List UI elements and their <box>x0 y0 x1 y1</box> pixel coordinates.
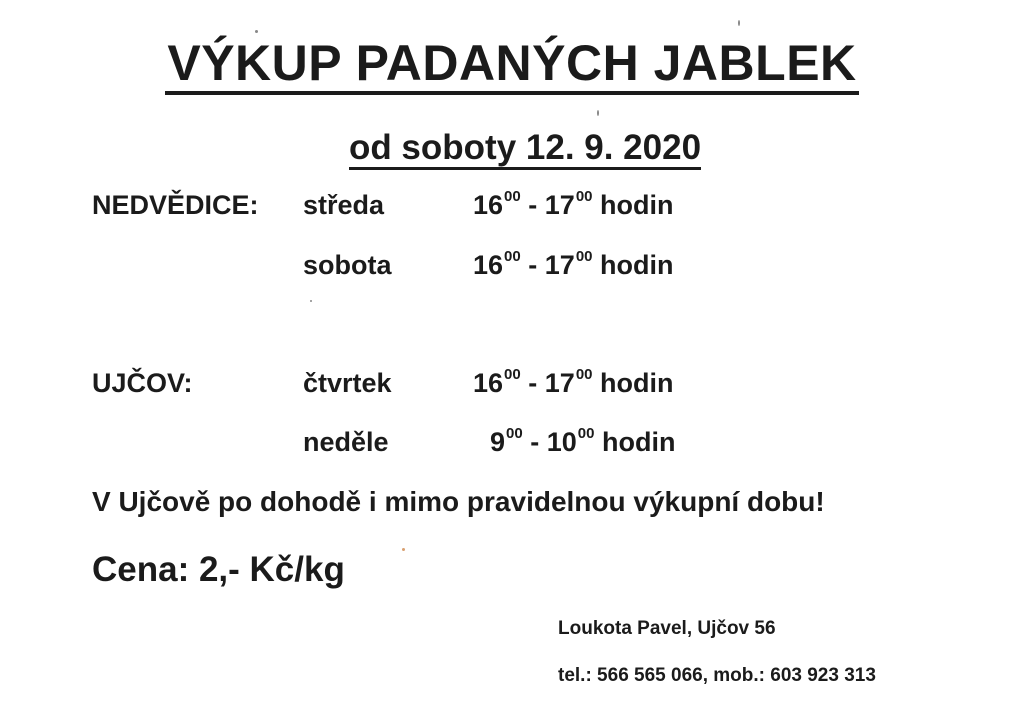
page-title: VÝKUP PADANÝCH JABLEK <box>0 34 1024 92</box>
time-streda: $16^{00} - 17^{00}$ hodin <box>473 188 674 220</box>
arrangement-note: V Ujčově po dohodě i mimo pravidelnou výkupní dobu! <box>92 486 825 517</box>
time-nedele: $9^{00} - 10^{00}$ hodin <box>490 425 676 457</box>
location-ujcov: UJČOV: <box>92 368 193 398</box>
scan-speck <box>402 548 405 551</box>
day-sobota: sobota <box>303 250 392 280</box>
day-streda: středa <box>303 190 385 220</box>
contact-name-address: Loukota Pavel, Ujčov 56 <box>558 618 776 639</box>
contact-phones: tel.: 566 565 066, mob.: 603 923 313 <box>558 665 876 686</box>
day-ctvrtek: čtvrtek <box>303 368 392 398</box>
scan-speck <box>597 110 599 116</box>
location-nedvedice: NEDVĚDICE: <box>92 190 259 220</box>
time-ctvrtek: $16^{00} - 17^{00}$ hodin <box>473 366 674 398</box>
scan-speck <box>310 300 312 302</box>
day-nedele: neděle <box>303 427 389 457</box>
scan-speck <box>255 30 258 33</box>
time-sobota: $16^{00} - 17^{00}$ hodin <box>473 248 674 280</box>
start-date-subtitle: od soboty 12. 9. 2020 <box>0 128 1024 168</box>
price-line: Cena: 2,- Kč/kg <box>92 550 345 589</box>
scan-speck <box>738 20 740 26</box>
